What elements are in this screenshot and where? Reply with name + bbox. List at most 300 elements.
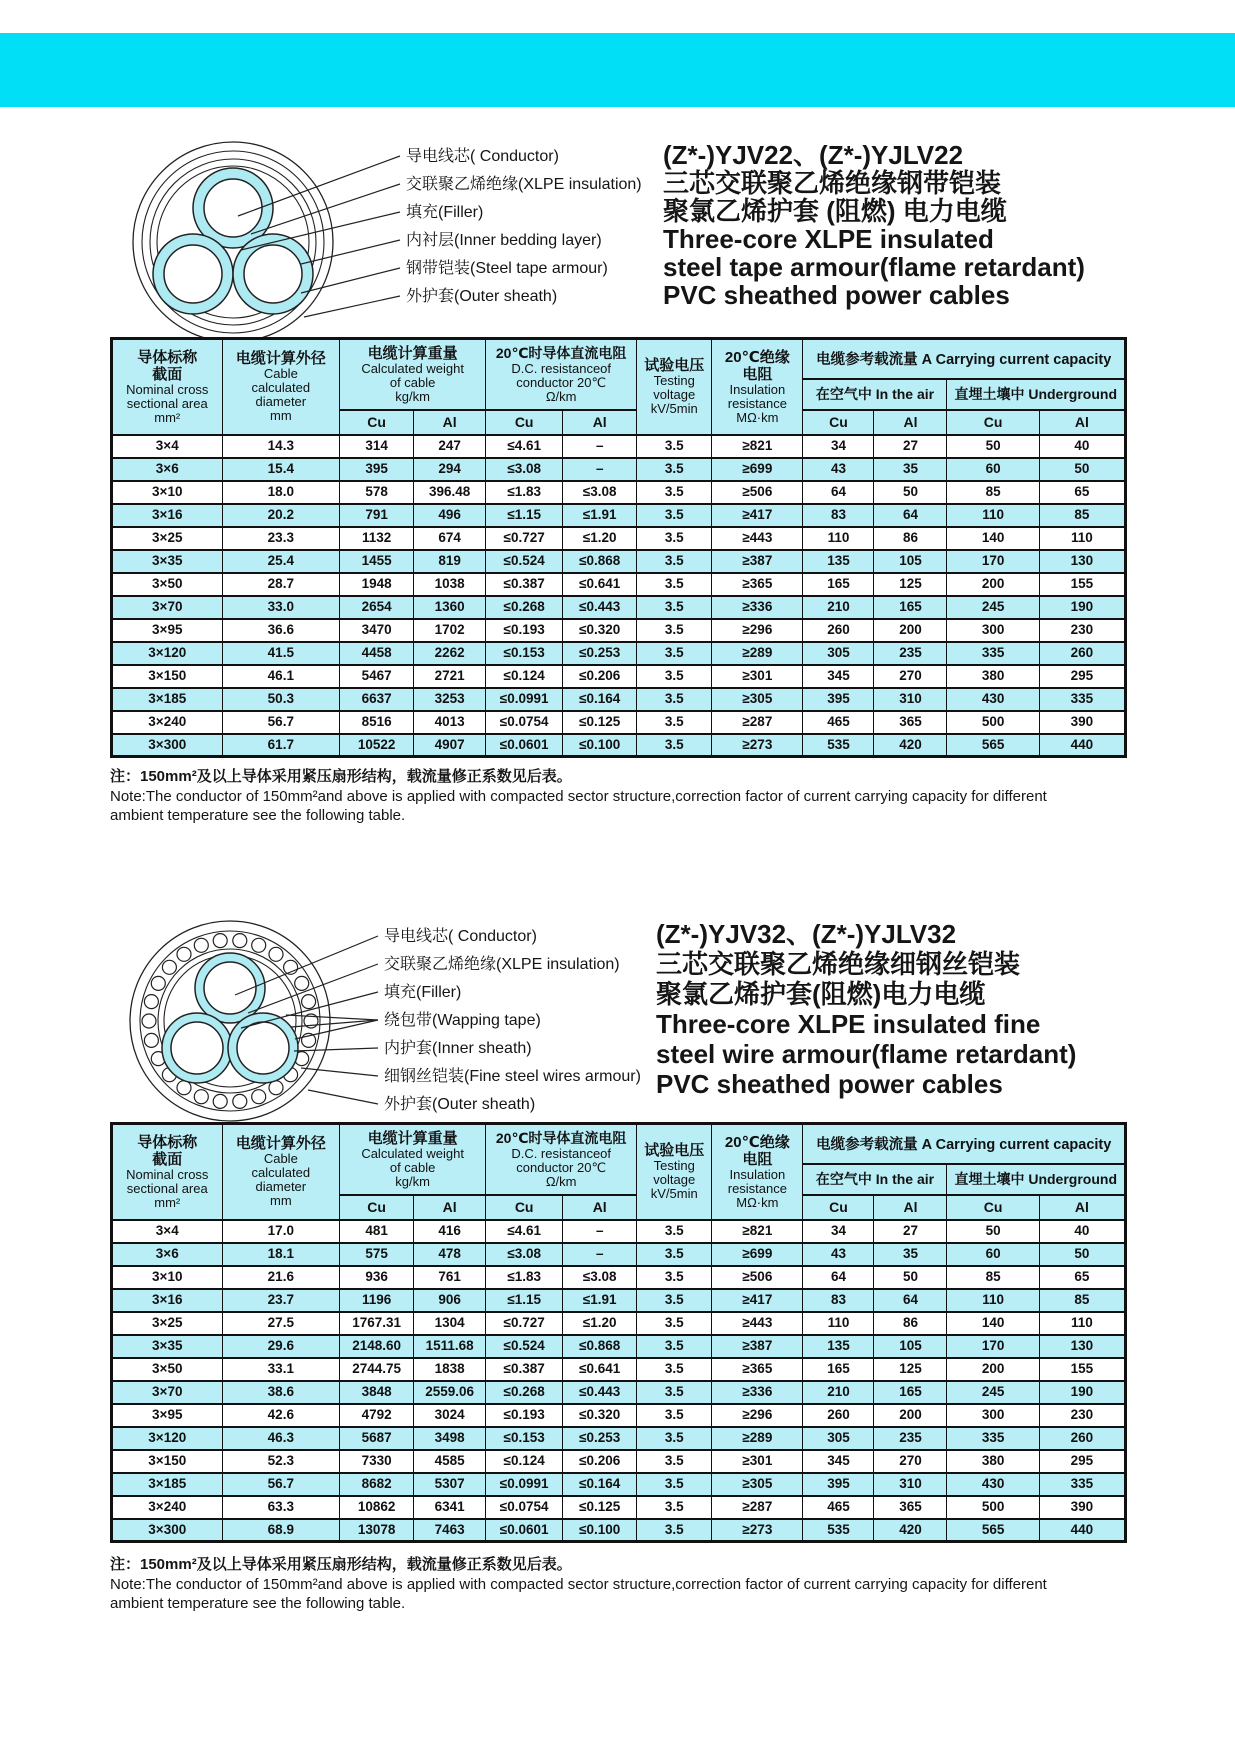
table-row bbox=[112, 1381, 1126, 1404]
table-cell: 50 bbox=[874, 1266, 947, 1289]
table-cell: – bbox=[563, 458, 637, 481]
table-cell: 260 bbox=[1039, 1427, 1125, 1450]
table-cell: 270 bbox=[874, 665, 947, 688]
table-cell: 390 bbox=[1039, 711, 1125, 734]
table-cell: 7330 bbox=[340, 1450, 414, 1473]
table-cell: 41.5 bbox=[222, 642, 340, 665]
table-cell: 260 bbox=[803, 619, 874, 642]
header-nominal-cross-section: 导体标称 截面 Nominal cross sectional area mm² bbox=[112, 339, 223, 435]
cyan-header-band bbox=[0, 33, 1235, 107]
table-row bbox=[112, 665, 1126, 688]
table-cell: 5307 bbox=[414, 1473, 486, 1496]
table-cell: 83 bbox=[803, 504, 874, 527]
table-cell: 3.5 bbox=[637, 688, 712, 711]
inner-bedding-label: 内衬层(Inner bedding layer) bbox=[406, 232, 602, 249]
table-cell: 50.3 bbox=[222, 688, 340, 711]
header-cu: Cu bbox=[340, 410, 414, 435]
table-cell: 110 bbox=[947, 504, 1039, 527]
table-cell: ≥289 bbox=[712, 1427, 803, 1450]
table-cell: 335 bbox=[947, 1427, 1039, 1450]
header-nominal-cross-section: 导体标称 截面 Nominal cross sectional area mm² bbox=[112, 1124, 223, 1220]
table-cell: 85 bbox=[947, 481, 1039, 504]
title-zh-2: 聚氯乙烯护套(阻燃)电力电缆 bbox=[656, 979, 986, 1009]
table-cell: 3.5 bbox=[637, 1496, 712, 1519]
table-cell: 1767.31 bbox=[340, 1312, 414, 1335]
table-cell: ≤0.0754 bbox=[486, 711, 563, 734]
table-cell: 565 bbox=[947, 734, 1039, 757]
table-cell: 3×6 bbox=[112, 1243, 223, 1266]
spec-table-yjv32 bbox=[110, 1122, 1127, 1543]
table-cell: 27 bbox=[874, 435, 947, 458]
table-cell: 3.5 bbox=[637, 1450, 712, 1473]
table-cell: 20.2 bbox=[222, 504, 340, 527]
table-cell: 21.6 bbox=[222, 1266, 340, 1289]
table-cell: 365 bbox=[874, 1496, 947, 1519]
header-al: Al bbox=[563, 1195, 637, 1220]
table-cell: 3.5 bbox=[637, 550, 712, 573]
table-cell: 2721 bbox=[414, 665, 486, 688]
table-cell: 260 bbox=[1039, 642, 1125, 665]
table-cell: 3024 bbox=[414, 1404, 486, 1427]
table-cell: 310 bbox=[874, 688, 947, 711]
table-cell: 430 bbox=[947, 1473, 1039, 1496]
table-cell: ≤1.15 bbox=[486, 504, 563, 527]
table-cell: 10522 bbox=[340, 734, 414, 757]
table-cell: 56.7 bbox=[222, 1473, 340, 1496]
table-cell: 575 bbox=[340, 1243, 414, 1266]
xlpe-insulation-label: 交联聚乙烯绝缘(XLPE insulation) bbox=[406, 176, 642, 193]
table-cell: ≤0.193 bbox=[486, 619, 563, 642]
table-row bbox=[112, 711, 1126, 734]
table-cell: 3.5 bbox=[637, 1312, 712, 1335]
table-cell: 3×70 bbox=[112, 1381, 223, 1404]
table-cell: 305 bbox=[803, 1427, 874, 1450]
table-cell: 936 bbox=[340, 1266, 414, 1289]
table-cell: 6341 bbox=[414, 1496, 486, 1519]
table-cell: 465 bbox=[803, 711, 874, 734]
table-cell: 674 bbox=[414, 527, 486, 550]
table-cell: ≤1.91 bbox=[563, 1289, 637, 1312]
table-cell: 3.5 bbox=[637, 1381, 712, 1404]
header-al: Al bbox=[874, 1195, 947, 1220]
table-cell: 13078 bbox=[340, 1519, 414, 1542]
table-cell: ≥699 bbox=[712, 458, 803, 481]
table-cell: 3.5 bbox=[637, 1289, 712, 1312]
table-cell: 110 bbox=[1039, 527, 1125, 550]
header-cable-diameter: 电缆计算外径 Cable calculated diameter mm bbox=[222, 339, 340, 435]
table-cell: 245 bbox=[947, 596, 1039, 619]
table-cell: ≤3.08 bbox=[486, 458, 563, 481]
table-cell: 3×16 bbox=[112, 504, 223, 527]
table-cell: 380 bbox=[947, 665, 1039, 688]
table-cell: 235 bbox=[874, 642, 947, 665]
table-cell: ≥387 bbox=[712, 1335, 803, 1358]
table-cell: ≤1.91 bbox=[563, 504, 637, 527]
table-cell: 3.5 bbox=[637, 642, 712, 665]
table-cell: 50 bbox=[874, 481, 947, 504]
table-cell: 235 bbox=[874, 1427, 947, 1450]
table-cell: 310 bbox=[874, 1473, 947, 1496]
table-row bbox=[112, 1335, 1126, 1358]
table-cell: 3×6 bbox=[112, 458, 223, 481]
table-cell: ≥417 bbox=[712, 504, 803, 527]
table-cell: ≥443 bbox=[712, 527, 803, 550]
table-cell: 3.5 bbox=[637, 1519, 712, 1542]
table-cell: 65 bbox=[1039, 481, 1125, 504]
table-cell: 200 bbox=[874, 619, 947, 642]
table-cell: 190 bbox=[1039, 1381, 1125, 1404]
table-cell: 50 bbox=[1039, 1243, 1125, 1266]
table-row bbox=[112, 481, 1126, 504]
table-cell: 85 bbox=[1039, 1289, 1125, 1312]
table-cell: 3×300 bbox=[112, 734, 223, 757]
table-cell: 3×25 bbox=[112, 527, 223, 550]
table-cell: 3×150 bbox=[112, 1450, 223, 1473]
table-cell: ≤0.320 bbox=[563, 619, 637, 642]
table-cell: 15.4 bbox=[222, 458, 340, 481]
table-cell: 61.7 bbox=[222, 734, 340, 757]
table-cell: 395 bbox=[340, 458, 414, 481]
table-cell: ≤0.125 bbox=[563, 711, 637, 734]
table-cell: 2262 bbox=[414, 642, 486, 665]
table-cell: 247 bbox=[414, 435, 486, 458]
table-row bbox=[112, 550, 1126, 573]
table-row bbox=[112, 734, 1126, 757]
table-cell: 18.0 bbox=[222, 481, 340, 504]
table-cell: 1196 bbox=[340, 1289, 414, 1312]
table-cell: ≤0.124 bbox=[486, 665, 563, 688]
table-cell: 23.7 bbox=[222, 1289, 340, 1312]
table-cell: 3498 bbox=[414, 1427, 486, 1450]
table-cell: 38.6 bbox=[222, 1381, 340, 1404]
table-cell: ≥506 bbox=[712, 1266, 803, 1289]
table-cell: ≤0.0601 bbox=[486, 1519, 563, 1542]
table-cell: ≥287 bbox=[712, 1496, 803, 1519]
table-cell: ≤0.727 bbox=[486, 1312, 563, 1335]
header-calculated-weight: 电缆计算重量 Calculated weight of cable kg/km bbox=[340, 339, 486, 410]
table-cell: ≤0.206 bbox=[563, 665, 637, 688]
table-cell: 35 bbox=[874, 1243, 947, 1266]
table-cell: ≤0.253 bbox=[563, 642, 637, 665]
table-row bbox=[112, 504, 1126, 527]
table-cell: 56.7 bbox=[222, 711, 340, 734]
table-cell: ≤0.193 bbox=[486, 1404, 563, 1427]
table-cell: 64 bbox=[803, 1266, 874, 1289]
table-cell: 440 bbox=[1039, 734, 1125, 757]
title-en-2: steel wire armour(flame retardant) bbox=[656, 1039, 1077, 1069]
table-cell: 396.48 bbox=[414, 481, 486, 504]
header-cu: Cu bbox=[947, 1195, 1039, 1220]
table-cell: 416 bbox=[414, 1220, 486, 1243]
table-cell: 230 bbox=[1039, 1404, 1125, 1427]
table-cell: ≤3.08 bbox=[563, 481, 637, 504]
table-cell: 210 bbox=[803, 596, 874, 619]
table-cell: 35 bbox=[874, 458, 947, 481]
table-cell: 535 bbox=[803, 734, 874, 757]
table-cell: 481 bbox=[340, 1220, 414, 1243]
table-cell: 335 bbox=[1039, 688, 1125, 711]
outer-sheath-label: 外护套(Outer sheath) bbox=[406, 288, 558, 305]
header-underground: 直埋土壤中 Underground bbox=[947, 1164, 1126, 1195]
section2-title bbox=[656, 919, 1076, 1099]
table-cell: 3×185 bbox=[112, 1473, 223, 1496]
table-cell: 3.5 bbox=[637, 573, 712, 596]
table-cell: 43 bbox=[803, 458, 874, 481]
table-cell: ≤0.524 bbox=[486, 1335, 563, 1358]
table-cell: 465 bbox=[803, 1496, 874, 1519]
table-cell: 4792 bbox=[340, 1404, 414, 1427]
model-line: (Z*-)YJV22、(Z*-)YJLV22 bbox=[663, 140, 964, 170]
table-cell: ≤0.206 bbox=[563, 1450, 637, 1473]
header-dc-resistance: 20℃时导体直流电阻 D.C. resistanceof conductor 20℃ Ω/km bbox=[486, 339, 637, 410]
table-cell: ≤0.443 bbox=[563, 1381, 637, 1404]
table-cell: 3×240 bbox=[112, 1496, 223, 1519]
table-cell: 18.1 bbox=[222, 1243, 340, 1266]
table-cell: ≤0.641 bbox=[563, 573, 637, 596]
table-cell: 245 bbox=[947, 1381, 1039, 1404]
title-zh-1: 三芯交联聚乙烯绝缘细钢丝铠装 bbox=[656, 949, 1021, 979]
title-en-3: PVC sheathed power cables bbox=[663, 280, 1010, 310]
table-cell: 365 bbox=[874, 711, 947, 734]
table-cell: 3.5 bbox=[637, 734, 712, 757]
table-cell: 3×150 bbox=[112, 665, 223, 688]
table-cell: 33.0 bbox=[222, 596, 340, 619]
table-row bbox=[112, 1358, 1126, 1381]
table-cell: ≥336 bbox=[712, 1381, 803, 1404]
diagram-labels bbox=[406, 147, 642, 305]
table-cell: ≤0.0601 bbox=[486, 734, 563, 757]
header-carrying-capacity: 电缆参考载流量 A Carrying current capacity bbox=[803, 339, 1126, 379]
table-cell: 5687 bbox=[340, 1427, 414, 1450]
table-cell: 395 bbox=[803, 1473, 874, 1496]
table-cell: 86 bbox=[874, 1312, 947, 1335]
table-cell: 3848 bbox=[340, 1381, 414, 1404]
table-cell: 110 bbox=[803, 527, 874, 550]
table-cell: 230 bbox=[1039, 619, 1125, 642]
table-cell: 3×240 bbox=[112, 711, 223, 734]
table-cell: 3×16 bbox=[112, 1289, 223, 1312]
header-dc-resistance: 20℃时导体直流电阻 D.C. resistanceof conductor 20℃ Ω/km bbox=[486, 1124, 637, 1195]
table-cell: 2654 bbox=[340, 596, 414, 619]
table-cell: ≥305 bbox=[712, 1473, 803, 1496]
table-cell: ≤0.641 bbox=[563, 1358, 637, 1381]
table-cell: 478 bbox=[414, 1243, 486, 1266]
steel-tape-label: 钢带铠装(Steel tape armour) bbox=[406, 260, 608, 277]
table-cell: ≥417 bbox=[712, 1289, 803, 1312]
table-cell: 50 bbox=[947, 1220, 1039, 1243]
table-cell: 420 bbox=[874, 734, 947, 757]
table-cell: ≥289 bbox=[712, 642, 803, 665]
table-row bbox=[112, 1427, 1126, 1450]
table-cell: 3×300 bbox=[112, 1519, 223, 1542]
table-cell: ≤0.443 bbox=[563, 596, 637, 619]
model-line: (Z*-)YJV32、(Z*-)YJLV32 bbox=[656, 919, 957, 949]
table-cell: 110 bbox=[1039, 1312, 1125, 1335]
table-cell: ≥287 bbox=[712, 711, 803, 734]
table-cell: ≥443 bbox=[712, 1312, 803, 1335]
table-cell: 27 bbox=[874, 1220, 947, 1243]
section1-title bbox=[663, 141, 1085, 309]
table-cell: 295 bbox=[1039, 1450, 1125, 1473]
header-calculated-weight: 电缆计算重量 Calculated weight of cable kg/km bbox=[340, 1124, 486, 1195]
table-row bbox=[112, 1312, 1126, 1335]
table-cell: 3.5 bbox=[637, 1335, 712, 1358]
table-cell: ≥296 bbox=[712, 1404, 803, 1427]
table-cell: 29.6 bbox=[222, 1335, 340, 1358]
table-cell: 300 bbox=[947, 1404, 1039, 1427]
table-cell: ≥296 bbox=[712, 619, 803, 642]
title-zh-1: 三芯交联聚乙烯绝缘钢带铠装 bbox=[663, 168, 1002, 198]
table-cell: 27.5 bbox=[222, 1312, 340, 1335]
outer-sheath-label: 外护套(Outer sheath) bbox=[384, 1096, 536, 1113]
table-cell: 3.5 bbox=[637, 665, 712, 688]
fine-steel-wires-label: 细钢丝铠装(Fine steel wires armour) bbox=[384, 1068, 641, 1085]
table-cell: 3×4 bbox=[112, 435, 223, 458]
inner-sheath-label: 内护套(Inner sheath) bbox=[384, 1040, 532, 1057]
table-cell: ≥305 bbox=[712, 688, 803, 711]
table-cell: ≥301 bbox=[712, 665, 803, 688]
table-cell: ≤1.15 bbox=[486, 1289, 563, 1312]
table-cell: 3×10 bbox=[112, 1266, 223, 1289]
table-cell: 3×25 bbox=[112, 1312, 223, 1335]
table-cell: ≤0.153 bbox=[486, 1427, 563, 1450]
table-cell: 1838 bbox=[414, 1358, 486, 1381]
table-cell: 40 bbox=[1039, 435, 1125, 458]
table-cell: 294 bbox=[414, 458, 486, 481]
table-cell: 165 bbox=[803, 1358, 874, 1381]
header-in-the-air: 在空气中 In the air bbox=[803, 379, 947, 410]
table-cell: 25.4 bbox=[222, 550, 340, 573]
table-row bbox=[112, 1289, 1126, 1312]
table-cell: 60 bbox=[947, 458, 1039, 481]
table-cell: 155 bbox=[1039, 573, 1125, 596]
table-cell: 105 bbox=[874, 550, 947, 573]
xlpe-insulation-label: 交联聚乙烯绝缘(XLPE insulation) bbox=[384, 956, 620, 973]
table-cell: 500 bbox=[947, 1496, 1039, 1519]
table-cell: 3×50 bbox=[112, 573, 223, 596]
table-cell: 906 bbox=[414, 1289, 486, 1312]
table-cell: 7463 bbox=[414, 1519, 486, 1542]
header-testing-voltage: 试验电压 Testing voltage kV/5min bbox=[637, 1124, 712, 1220]
table-cell: 86 bbox=[874, 527, 947, 550]
table-cell: 3×35 bbox=[112, 1335, 223, 1358]
table-cell: 170 bbox=[947, 550, 1039, 573]
table-cell: ≤0.164 bbox=[563, 688, 637, 711]
table-cell: 390 bbox=[1039, 1496, 1125, 1519]
table-cell: 135 bbox=[803, 550, 874, 573]
table-cell: ≤0.100 bbox=[563, 1519, 637, 1542]
table-cell: ≤1.20 bbox=[563, 527, 637, 550]
table-cell: ≥699 bbox=[712, 1243, 803, 1266]
table-cell: ≥273 bbox=[712, 1519, 803, 1542]
header-carrying-capacity: 电缆参考载流量 A Carrying current capacity bbox=[803, 1124, 1126, 1164]
table-cell: ≥821 bbox=[712, 435, 803, 458]
table-cell: ≥821 bbox=[712, 1220, 803, 1243]
diagram-labels bbox=[384, 927, 641, 1113]
table-cell: ≤0.0991 bbox=[486, 688, 563, 711]
table-cell: 380 bbox=[947, 1450, 1039, 1473]
table-cell: 260 bbox=[803, 1404, 874, 1427]
note-en-line1: Note:The conductor of 150mm²and above is applied with compacted sector structure,correction factor of current carrying capacity for different bbox=[110, 788, 1047, 805]
table-cell: ≥365 bbox=[712, 1358, 803, 1381]
table-cell: 3×95 bbox=[112, 1404, 223, 1427]
table-cell: 3×4 bbox=[112, 1220, 223, 1243]
table-cell: 68.9 bbox=[222, 1519, 340, 1542]
table-cell: 305 bbox=[803, 642, 874, 665]
table-cell: 4907 bbox=[414, 734, 486, 757]
table-cell: ≤1.20 bbox=[563, 1312, 637, 1335]
table-cell: 165 bbox=[803, 573, 874, 596]
note-zh: 注：150mm²及以上导体采用紧压扇形结构，载流量修正系数见后表。 bbox=[110, 1556, 572, 1573]
table-cell: 130 bbox=[1039, 550, 1125, 573]
table-cell: 1455 bbox=[340, 550, 414, 573]
table-cell: 23.3 bbox=[222, 527, 340, 550]
table-cell: 200 bbox=[947, 573, 1039, 596]
header-al: Al bbox=[414, 1195, 486, 1220]
note-en-line1: Note:The conductor of 150mm²and above is applied with compacted sector structure,correction factor of current carrying capacity for different bbox=[110, 1576, 1047, 1593]
table-cell: ≤3.08 bbox=[486, 1243, 563, 1266]
filler-label: 填充(Filler) bbox=[406, 204, 484, 221]
title-en-2: steel tape armour(flame retardant) bbox=[663, 252, 1085, 282]
table-cell: 1304 bbox=[414, 1312, 486, 1335]
table-row bbox=[112, 458, 1126, 481]
table-cell: 3.5 bbox=[637, 1358, 712, 1381]
table-cell: 165 bbox=[874, 1381, 947, 1404]
table-row bbox=[112, 1243, 1126, 1266]
table-row bbox=[112, 1496, 1126, 1519]
table-cell: 3.5 bbox=[637, 504, 712, 527]
table-cell: 210 bbox=[803, 1381, 874, 1404]
table-cell: 345 bbox=[803, 1450, 874, 1473]
table-cell: 295 bbox=[1039, 665, 1125, 688]
table-cell: ≤1.83 bbox=[486, 1266, 563, 1289]
conductor-label: 导电线芯( Conductor) bbox=[406, 148, 559, 165]
table-cell: ≤3.08 bbox=[563, 1266, 637, 1289]
conductor-label: 导电线芯( Conductor) bbox=[384, 928, 537, 945]
table-cell: 3.5 bbox=[637, 1266, 712, 1289]
note-block bbox=[110, 1554, 1130, 1613]
table-cell: 170 bbox=[947, 1335, 1039, 1358]
table-cell: 64 bbox=[874, 504, 947, 527]
header-underground: 直埋土壤中 Underground bbox=[947, 379, 1126, 410]
table-cell: 578 bbox=[340, 481, 414, 504]
table-row bbox=[112, 1473, 1126, 1496]
spec-table-body bbox=[112, 435, 1126, 757]
header-cu: Cu bbox=[803, 410, 874, 435]
table-cell: 300 bbox=[947, 619, 1039, 642]
table-cell: 500 bbox=[947, 711, 1039, 734]
table-cell: 130 bbox=[1039, 1335, 1125, 1358]
table-cell: 1360 bbox=[414, 596, 486, 619]
table-cell: 2744.75 bbox=[340, 1358, 414, 1381]
table-cell: 3.5 bbox=[637, 527, 712, 550]
table-cell: 420 bbox=[874, 1519, 947, 1542]
table-row bbox=[112, 573, 1126, 596]
table-cell: ≤0.124 bbox=[486, 1450, 563, 1473]
title-en-1: Three-core XLPE insulated fine bbox=[656, 1009, 1041, 1039]
table-cell: 3.5 bbox=[637, 435, 712, 458]
table-cell: ≤0.0754 bbox=[486, 1496, 563, 1519]
table-cell: 3.5 bbox=[637, 1404, 712, 1427]
table-row bbox=[112, 596, 1126, 619]
table-row bbox=[112, 435, 1126, 458]
header-cu: Cu bbox=[803, 1195, 874, 1220]
table-cell: 10862 bbox=[340, 1496, 414, 1519]
note-en-line2: ambient temperature see the following table. bbox=[110, 807, 406, 824]
table-cell: 819 bbox=[414, 550, 486, 573]
table-cell: – bbox=[563, 1220, 637, 1243]
table-cell: 190 bbox=[1039, 596, 1125, 619]
